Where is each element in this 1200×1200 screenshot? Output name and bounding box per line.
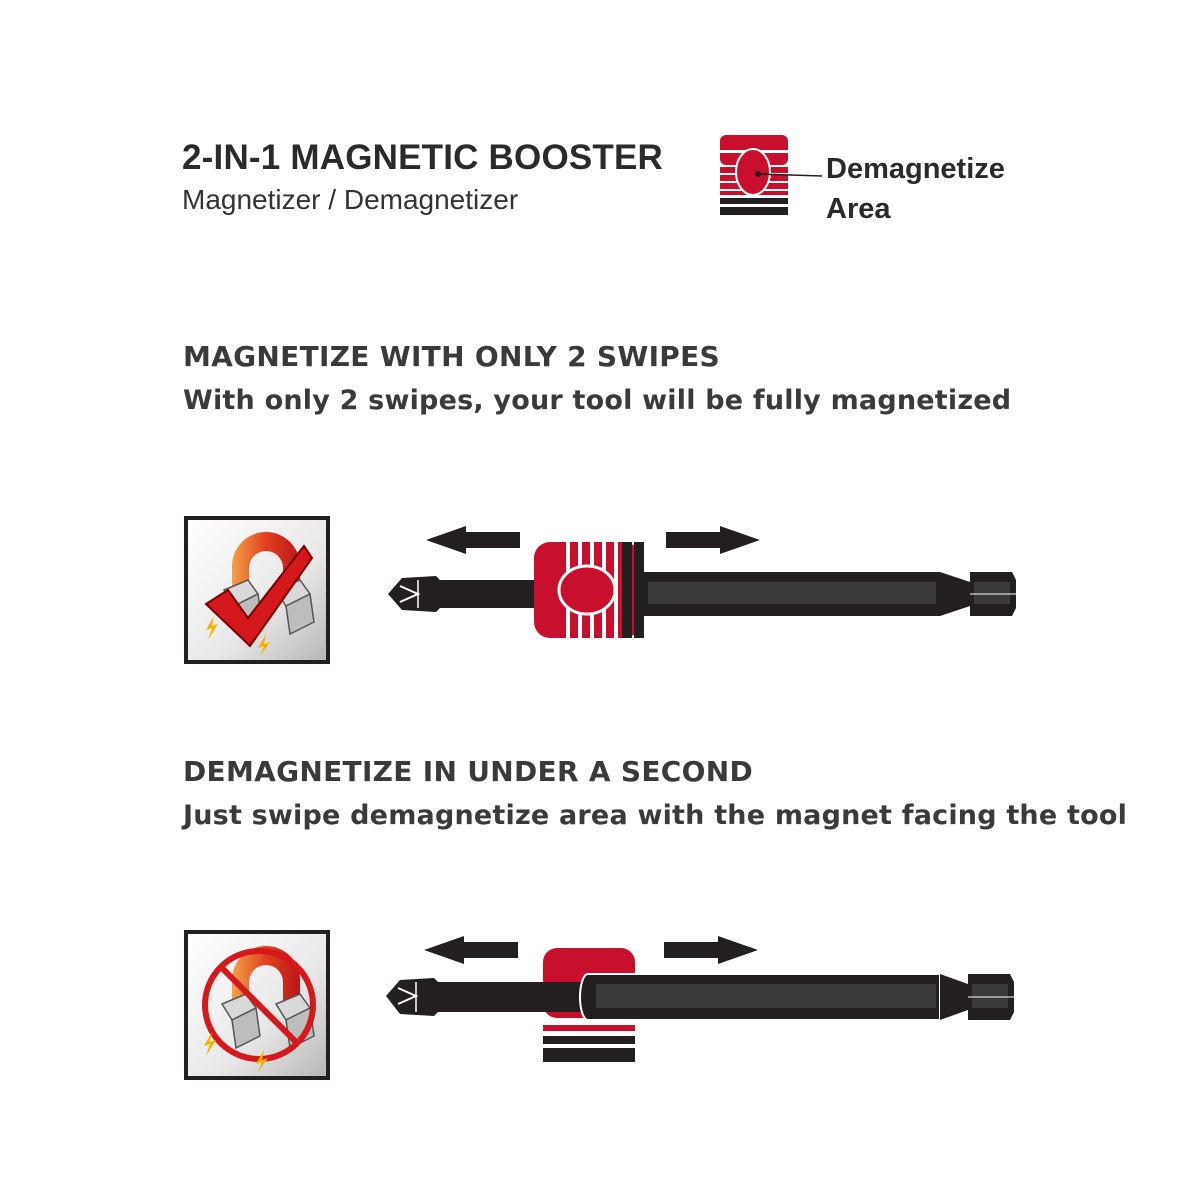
left-arrow-icon — [424, 936, 518, 964]
right-arrow-icon — [666, 526, 760, 554]
magnetize-icon-box — [184, 516, 330, 664]
magnetize-screwdriver-bit — [388, 572, 1016, 616]
magnetize-description: With only 2 swipes, your tool will be fully magnetized — [183, 385, 1012, 416]
demagnetize-icon-box — [184, 930, 330, 1080]
magnetize-heading: MAGNETIZE WITH ONLY 2 SWIPES — [183, 340, 721, 373]
demagnetize-area-label: Demagnetize — [826, 153, 1005, 185]
demagnetize-area-label-line2: Area — [826, 193, 891, 225]
demagnetize-screwdriver-bit — [386, 974, 1014, 1020]
product-subtitle: Magnetizer / Demagnetizer — [182, 184, 519, 215]
demagnetize-heading: DEMAGNETIZE IN UNDER A SECOND — [183, 755, 754, 788]
magnetize-booster-device — [534, 542, 644, 638]
left-arrow-icon — [426, 526, 520, 554]
demagnetize-description: Just swipe demagnetize area with the magnet facing the tool — [183, 800, 1128, 831]
product-title: 2-IN-1 MAGNETIC BOOSTER — [182, 138, 664, 177]
right-arrow-icon — [664, 936, 758, 964]
